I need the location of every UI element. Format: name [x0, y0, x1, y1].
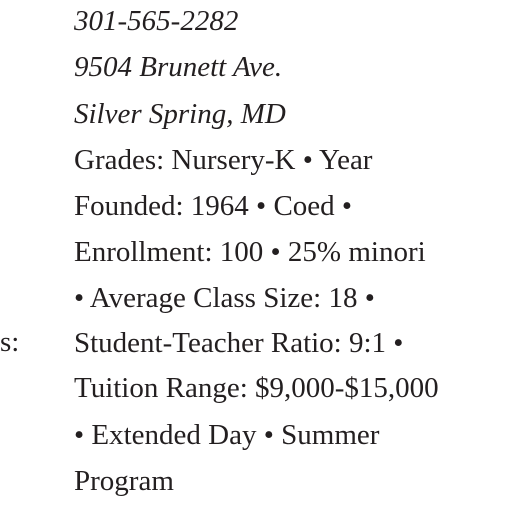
details-line-enrollment: Enrollment: 100 • 25% minori: [74, 236, 426, 268]
details-line-ratio: Student-Teacher Ratio: 9:1 •: [74, 327, 404, 359]
details-line-program: Program: [74, 465, 174, 497]
details-line-extended-day: • Extended Day • Summer: [74, 419, 380, 451]
details-line-grades: Grades: Nursery-K • Year: [74, 144, 373, 176]
street-address: 9504 Brunett Ave.: [74, 51, 283, 83]
details-line-tuition: Tuition Range: $9,000-$15,000: [74, 372, 439, 404]
phone-number: 301-565-2282: [74, 5, 239, 37]
city-state: Silver Spring, MD: [74, 98, 286, 130]
details-line-founded: Founded: 1964 • Coed •: [74, 190, 353, 222]
left-column-label-fragment: s:: [0, 326, 20, 358]
details-line-class-size: • Average Class Size: 18 •: [74, 282, 375, 314]
